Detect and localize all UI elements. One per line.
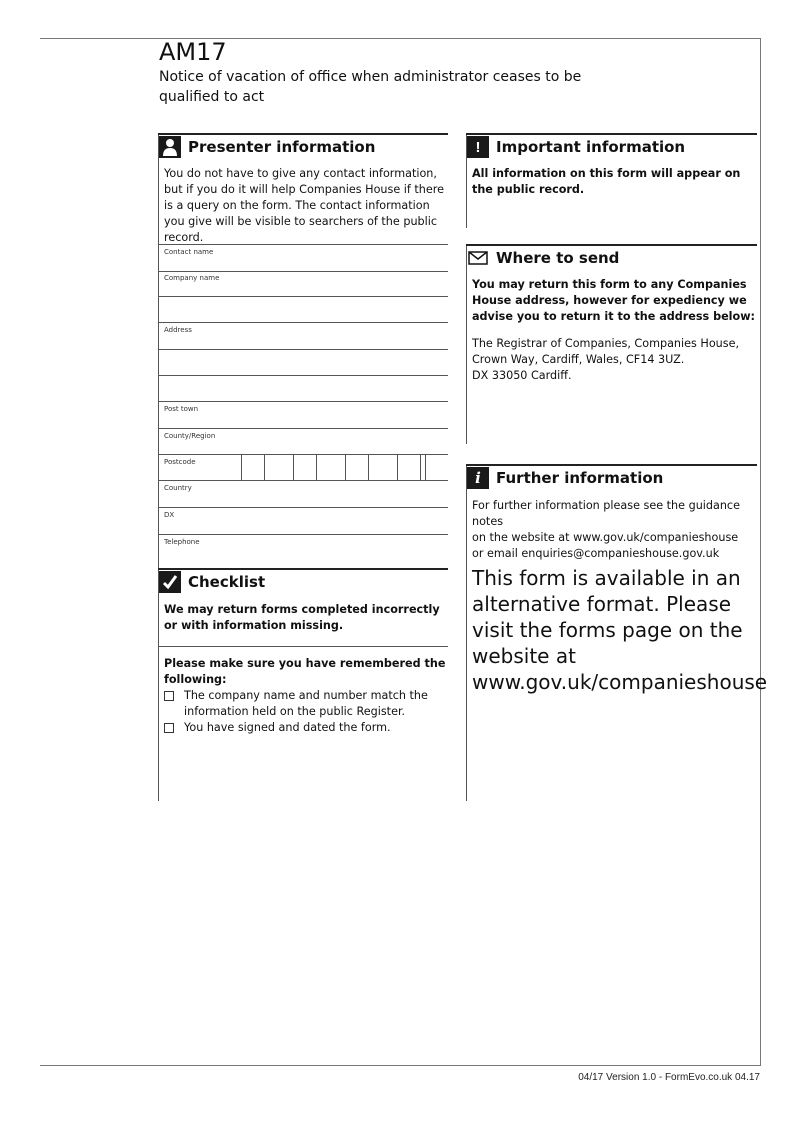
important-title: Important information	[496, 138, 686, 156]
address-field[interactable]	[159, 323, 448, 350]
right-column-border-2	[466, 244, 467, 444]
person-icon	[159, 136, 181, 158]
where-to-send-header	[466, 244, 757, 270]
checklist-warning: We may return forms completed incorrectly or with information missing.	[164, 603, 440, 632]
address-label: Address	[164, 326, 192, 334]
company-name-field-line2[interactable]	[159, 297, 448, 323]
checklist-divider	[159, 646, 448, 647]
address-line: The Registrar of Companies, Companies House,	[472, 337, 740, 350]
dx-label: DX	[164, 511, 175, 519]
checklist-item-text: The company name and number match the information held on the public Register.	[184, 689, 428, 718]
address-line: DX 33050 Cardiff.	[472, 369, 572, 382]
checklist-reminder	[164, 656, 446, 736]
footer-version: 04/17 Version 1.0 - FormEvo.co.uk 04.17	[578, 1072, 760, 1083]
page-frame-top	[40, 38, 761, 39]
important-text: All information on this form will appear on the public record.	[472, 167, 741, 196]
company-name-label: Company name	[164, 274, 220, 282]
country-label: Country	[164, 484, 192, 492]
further-info-line: For further information please see the guidance notes	[472, 499, 740, 528]
address-line: Crown Way, Cardiff, Wales, CF14 3UZ.	[472, 353, 685, 366]
checklist-remember-text: Please make sure you have remembered the following:	[164, 657, 446, 686]
further-info-header	[466, 464, 757, 490]
postcode-box[interactable]	[241, 455, 265, 480]
contact-name-field[interactable]	[159, 244, 448, 272]
checklist-title: Checklist	[188, 573, 266, 591]
where-to-send-title: Where to send	[496, 249, 620, 267]
telephone-label: Telephone	[164, 538, 200, 546]
page-frame-bottom	[40, 1065, 761, 1066]
address-field-line3[interactable]	[159, 376, 448, 402]
info-icon: i	[467, 467, 489, 489]
checklist-item	[164, 688, 446, 720]
telephone-field[interactable]	[159, 535, 448, 559]
checkbox[interactable]	[164, 691, 174, 701]
presenter-title: Presenter information	[188, 138, 376, 156]
checklist-header	[158, 568, 448, 594]
checkbox[interactable]	[164, 723, 174, 733]
postcode-box[interactable]	[397, 455, 421, 480]
further-info-line: on the website at www.gov.uk/companieshouse	[472, 531, 739, 544]
presenter-header	[158, 133, 448, 159]
exclamation-icon: !	[467, 136, 489, 158]
postcode-box[interactable]	[293, 455, 317, 480]
dx-field[interactable]	[159, 508, 448, 535]
post-town-label: Post town	[164, 405, 199, 413]
county-region-label: County/Region	[164, 432, 216, 440]
page-frame-right	[760, 38, 761, 1065]
form-code: AM17	[159, 38, 227, 66]
registrar-address	[472, 336, 754, 384]
postcode-box[interactable]	[425, 455, 448, 480]
further-info-line: or email enquiries@companieshouse.gov.uk	[472, 547, 720, 560]
alternative-format-note: This form is available in an alternative format. Please visit the forms page on the website at www.gov.uk/companieshouse	[472, 566, 768, 694]
company-name-field[interactable]	[159, 271, 448, 297]
post-town-field[interactable]	[159, 402, 448, 429]
important-header	[466, 133, 757, 159]
checklist-item	[164, 720, 446, 736]
presenter-intro: You do not have to give any contact information, but if you do it will help Companies House if there is a query on the form. The contact information you give will be visible to searchers of the public record.	[164, 167, 444, 244]
address-field-line2[interactable]	[159, 350, 448, 376]
postcode-box[interactable]	[345, 455, 369, 480]
county-region-field[interactable]	[159, 429, 448, 455]
country-field[interactable]	[159, 481, 448, 508]
checkmark-icon	[159, 571, 181, 593]
postcode-label: Postcode	[164, 458, 196, 466]
checklist-item-text: You have signed and dated the form.	[184, 721, 391, 734]
further-info-title: Further information	[496, 469, 664, 487]
right-column-border-3	[466, 465, 467, 801]
further-info-text	[472, 498, 758, 562]
contact-name-label: Contact name	[164, 248, 214, 256]
envelope-icon	[467, 247, 489, 269]
where-to-send-intro: You may return this form to any Companies House address, however for expediency we advise you to return it to the address below:	[472, 278, 755, 323]
form-title: Notice of vacation of office when administrator ceases to be qualified to act	[159, 69, 582, 105]
postcode-field[interactable]	[159, 455, 448, 481]
